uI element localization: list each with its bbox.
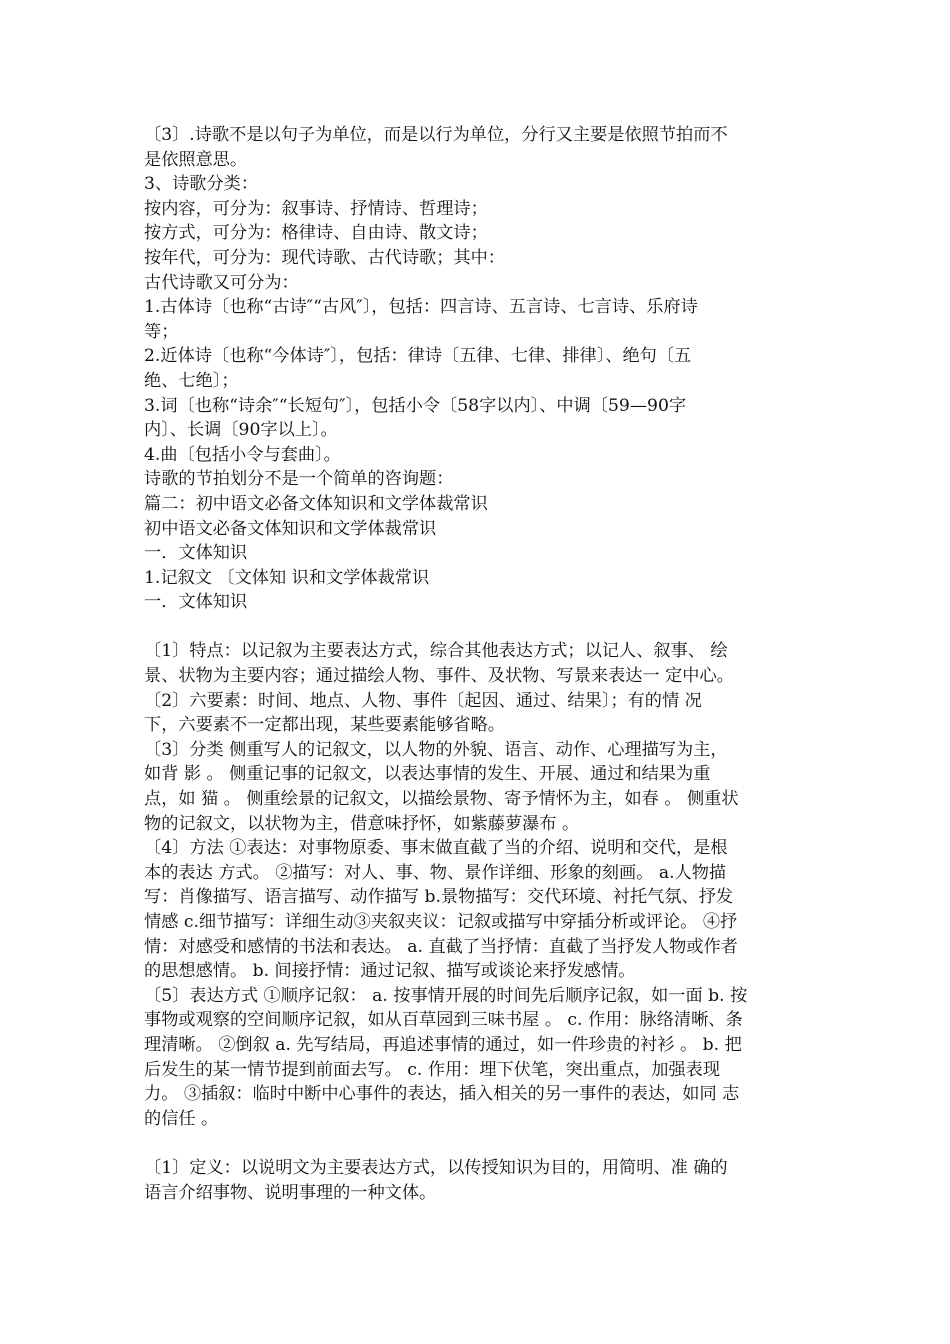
text-line: 是依照意思。 bbox=[144, 149, 248, 170]
text-line: 〔2〕六要素：时间、地点、人物、事件〔起因、通过、结果〕；有的情 况 bbox=[144, 690, 702, 711]
text-line: 情：对感受和感情的书法和表达。 a. 直截了当抒情：直截了当抒发人物或作者 bbox=[144, 936, 738, 957]
text-line: 1.古体诗〔也称“古诗″“古风″〕，包括：四言诗、五言诗、七言诗、乐府诗 bbox=[144, 297, 698, 318]
text-line: 〔5〕表达方式 ①顺序记叙： a. 按事情开展的时间先后顺序记叙，如一面 b. 按 bbox=[144, 985, 748, 1006]
text-line: 古代诗歌又可分为： bbox=[144, 272, 299, 293]
text-line: 3.词〔也称“诗余″“长短句″〕，包括小令〔58字以内〕、中调〔59—90字 bbox=[144, 395, 687, 416]
text-line: 本的表达 方式。 ②描写：对人、事、物、景作详细、形象的刻画。 a.人物描 bbox=[144, 862, 727, 883]
text-line: 〔3〕.诗歌不是以句子为单位，而是以行为单位，分行又主要是依照节拍而不 bbox=[144, 125, 728, 145]
blank-line bbox=[144, 615, 809, 640]
text-line: 理清晰。 ②倒叙 a. 先写结局，再追述事情的通过，如一件珍贵的衬衫 。 b. 把 bbox=[144, 1034, 742, 1055]
subsection-heading: 1.记叙文 〔文体知 识和文学体裁常识 bbox=[144, 567, 430, 588]
text-line: 等； bbox=[144, 321, 179, 342]
text-line: 绝、七绝〕； bbox=[144, 370, 239, 391]
text-line: 〔1〕定义：以说明文为主要表达方式，以传授知识为目的，用简明、准 确的 bbox=[144, 1157, 728, 1178]
text-line: 3、诗歌分类： bbox=[144, 174, 259, 195]
document-title: 初中语文必备文体知识和文学体裁常识 bbox=[144, 518, 437, 539]
text-line: 情感 c.细节描写：详细生动③夹叙夹议：记叙或描写中穿插分析或评论。 ④抒 bbox=[144, 912, 738, 932]
text-line: 按年代，可分为：现代诗歌、古代诗歌；其中： bbox=[144, 247, 505, 268]
text-line: 的思想感情。 b. 间接抒情：通过记叙、描写或谈论来抒发感情。 bbox=[144, 961, 636, 982]
section-heading: 一．文体知识 bbox=[144, 592, 248, 613]
text-line: 2.近体诗〔也称“今体诗″〕，包括：律诗〔五律、七律、排律〕、绝句〔五 bbox=[144, 346, 692, 367]
text-line: 物的记叙文，以状物为主，借意味抒怀，如紫藤萝瀑布 。 bbox=[144, 813, 580, 834]
text-line: 后发生的某一情节提到前面去写。 c. 作用：埋下伏笔，突出重点，加强表现 bbox=[144, 1059, 721, 1080]
heading-chapter-two: 篇二：初中语文必备文体知识和文学体裁常识 bbox=[144, 493, 488, 514]
text-line: 内〕、长调〔90字以上〕。 bbox=[144, 420, 338, 441]
text-line: 的信任 。 bbox=[144, 1108, 219, 1129]
text-line: 〔3〕分类 侧重写人的记叙文，以人物的外貌、语言、动作、心理描写为主， bbox=[144, 739, 728, 760]
text-line: 下，六要素不一定都出现，某些要素能够省略。 bbox=[144, 715, 505, 736]
text-line: 4.曲〔包括小令与套曲〕。 bbox=[144, 444, 341, 465]
blank-line bbox=[144, 1131, 809, 1156]
text-line: 按内容，可分为：叙事诗、抒情诗、哲理诗； bbox=[144, 198, 488, 219]
text-line: 〔4〕方法 ①表达：对事物原委、事末做直截了当的介绍、说明和交代，是根 bbox=[144, 838, 728, 859]
section-heading: 一．文体知识 bbox=[144, 543, 248, 564]
text-line: 语言介绍事物、说明事理的一种文体。 bbox=[144, 1182, 437, 1203]
text-line: 写：肖像描写、语言描写、动作描写 b.景物描写：交代环境、衬托气氛、抒发 bbox=[144, 887, 734, 908]
text-line: 如背 影 。 侧重记事的记叙文，以表达事情的发生、开展、通过和结果为重 bbox=[144, 764, 711, 785]
text-line: 诗歌的节拍划分不是一个简单的咨询题： bbox=[144, 469, 454, 490]
text-line: 按方式，可分为：格律诗、自由诗、散文诗； bbox=[144, 223, 488, 244]
text-line: 〔1〕特点：以记叙为主要表达方式，综合其他表达方式；以记人、叙事、 绘 bbox=[144, 641, 728, 662]
text-line: 点，如 猫 。 侧重绘景的记叙文，以描绘景物、寄予情怀为主，如春 。 侧重状 bbox=[144, 789, 739, 810]
text-line: 事物或观察的空间顺序记叙，如从百草园到三味书屋 。 c. 作用：脉络清晰、条 bbox=[144, 1010, 743, 1031]
text-line: 景、状物为主要内容；通过描绘人物、事件、及状物、写景来表达一 定中心。 bbox=[144, 666, 734, 687]
text-line: 力。 ③插叙：临时中断中心事件的表达，插入相关的另一事件的表达，如同 志 bbox=[144, 1084, 740, 1105]
document-body bbox=[144, 123, 809, 1205]
